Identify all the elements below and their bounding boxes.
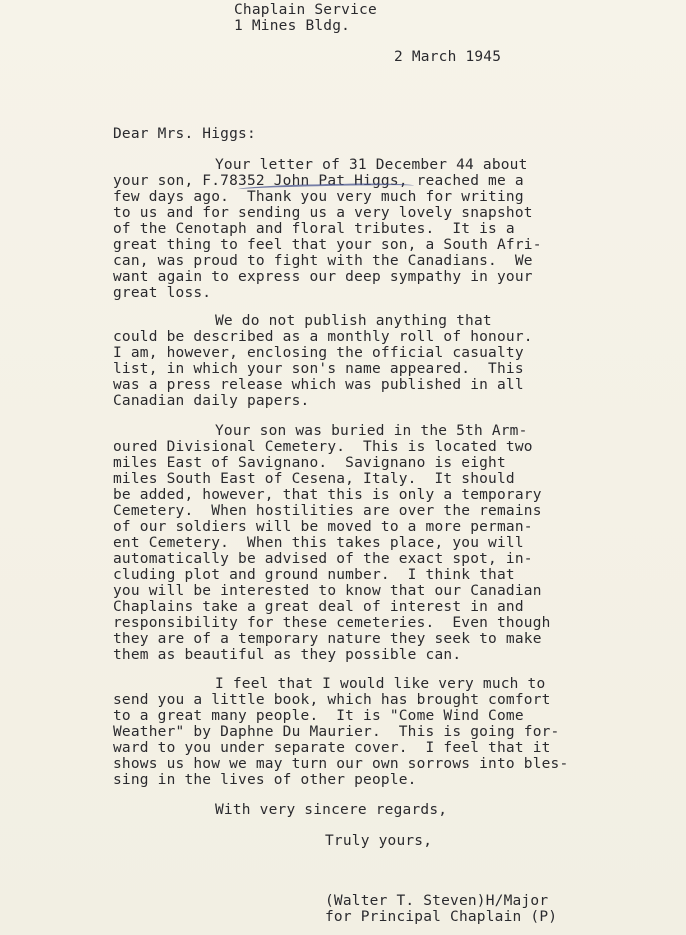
paragraph-line: Your son was buried in the 5th Arm- [215, 423, 528, 439]
paragraph-line: I feel that I would like very much to [215, 676, 546, 692]
paragraph-line: few days ago. Thank you very much for writing [113, 189, 524, 205]
paragraph-line: want again to express our deep sympathy in your [113, 269, 533, 285]
paragraph-line: sing in the lives of other people. [113, 772, 417, 788]
office-address: 1 Mines Bldg. [234, 18, 351, 34]
paragraph-line: your son, F.78352 John Pat Higgs, reached me a [113, 173, 524, 189]
paragraph-line: Weather" by Daphne Du Maurier. This is going for- [113, 724, 560, 740]
paragraph-line: of the Cenotaph and floral tributes. It is a [113, 221, 515, 237]
paragraph-line: was a press release which was published in all [113, 377, 524, 393]
paragraph-line: to us and for sending us a very lovely snapshot [113, 205, 533, 221]
salutation: Dear Mrs. Higgs: [113, 126, 256, 142]
paragraph-line: miles East of Savignano. Savignano is eight [113, 455, 506, 471]
closing: With very sincere regards, [215, 802, 448, 818]
paragraph-line: responsibility for these cemeteries. Even though [113, 615, 551, 631]
signature-name: (Walter T. Steven)H/Major [325, 893, 549, 909]
paragraph-line: ent Cemetery. When this takes place, you will [113, 535, 524, 551]
paragraph-line: Your letter of 31 December 44 about [215, 157, 528, 173]
paragraph-line: automatically be advised of the exact spot, in- [113, 551, 533, 567]
paragraph-line: Cemetery. When hostilities are over the remains [113, 503, 542, 519]
letter-date: 2 March 1945 [394, 49, 502, 65]
paragraph-line: shows us how we may turn our own sorrows into bles- [113, 756, 569, 772]
paragraph-line: We do not publish anything that [215, 313, 492, 329]
paragraph-line: be added, however, that this is only a temporary [113, 487, 542, 503]
paragraph-line: them as beautiful as they possible can. [113, 647, 462, 663]
paragraph-line: ward to you under separate cover. I feel that it [113, 740, 551, 756]
paragraph-line: could be described as a monthly roll of honour. [113, 329, 533, 345]
paragraph-line: you will be interested to know that our Canadian [113, 583, 542, 599]
paragraph-line: of our soldiers will be moved to a more perman- [113, 519, 533, 535]
sign-off: Truly yours, [325, 833, 433, 849]
paragraph-line: oured Divisional Cemetery. This is located two [113, 439, 533, 455]
paragraph-line: Canadian daily papers. [113, 393, 310, 409]
office-name: Chaplain Service [234, 2, 377, 18]
paragraph-line: Chaplains take a great deal of interest in and [113, 599, 524, 615]
paragraph-line: great loss. [113, 285, 212, 301]
signature-title: for Principal Chaplain (P) [325, 909, 558, 925]
paragraph-line: miles South East of Cesena, Italy. It should [113, 471, 515, 487]
paragraph-line: list, in which your son's name appeared. This [113, 361, 524, 377]
paragraph-line: they are of a temporary nature they seek to make [113, 631, 542, 647]
paragraph-line: send you a little book, which has brought comfort [113, 692, 551, 708]
paragraph-line: great thing to feel that your son, a South Afri- [113, 237, 542, 253]
paragraph-line: cluding plot and ground number. I think that [113, 567, 515, 583]
paragraph-line: can, was proud to fight with the Canadians. We [113, 253, 533, 269]
paragraph-line: I am, however, enclosing the official casualty [113, 345, 524, 361]
paragraph-line: to a great many people. It is "Come Wind Come [113, 708, 524, 724]
